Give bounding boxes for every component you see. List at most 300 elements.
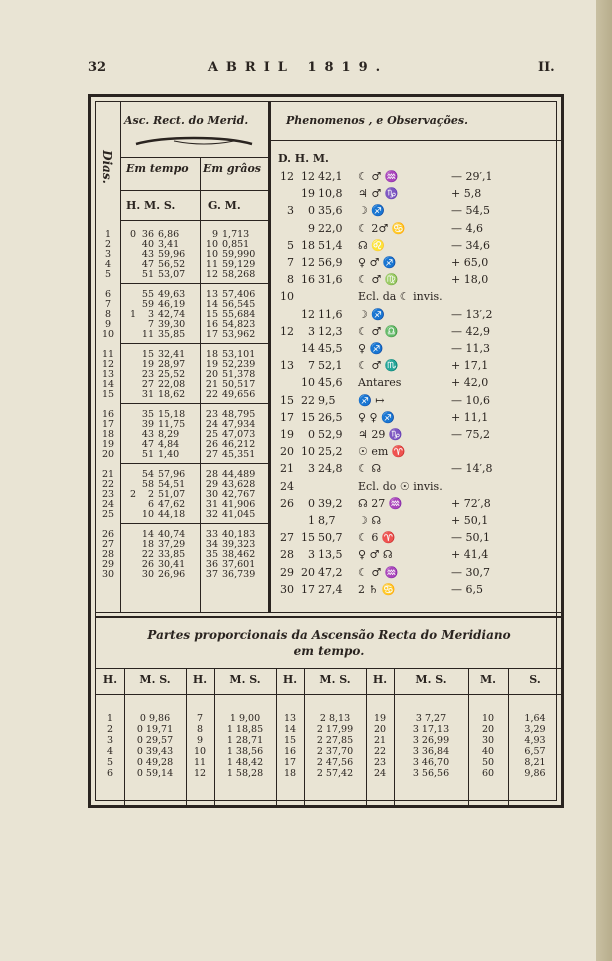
asc-second: 11,75	[158, 419, 186, 430]
phenomena-title: Phenomenos , e Observações.	[286, 114, 468, 127]
phen-value: — 50,1	[451, 531, 490, 545]
ephemeris-frame	[88, 94, 564, 808]
phen-symbols: ☽ ♐	[358, 307, 386, 321]
asc-degree: 13	[205, 289, 218, 300]
phen-minute: 56,9	[318, 256, 343, 269]
asc-degree: 32	[205, 509, 218, 520]
day-number: 29	[101, 559, 115, 570]
prop-header: M. S.	[229, 673, 261, 686]
asc-minute: 58	[141, 479, 154, 490]
asc-degree: 22	[205, 389, 218, 400]
prop-cell: 12	[193, 768, 207, 779]
phen-title-rule	[271, 140, 562, 141]
asc-degree: 23	[205, 409, 218, 420]
asc-degree-minute: 1,713	[222, 229, 250, 240]
prop-cell: 1	[106, 713, 114, 724]
day-number: 16	[101, 409, 115, 420]
day-number: 28	[101, 549, 115, 560]
prop-cell: 2	[106, 724, 114, 735]
asc-minute: 40	[141, 239, 154, 250]
prop-cell: 6,57	[524, 746, 546, 757]
phen-value: — 42,9	[451, 324, 490, 338]
day-number: 11	[101, 349, 115, 360]
asc-degree-minute: 49,656	[222, 389, 256, 400]
phen-symbols: ☾ ♂ ♏	[358, 359, 399, 373]
asc-second: 8,29	[158, 429, 180, 440]
phen-value: — 75,2	[451, 428, 490, 441]
phen-day: 30	[280, 582, 294, 596]
phen-symbols: ☾ ♂ ♎	[358, 324, 399, 338]
phen-day: 21	[280, 462, 294, 476]
asc-hour: 1	[129, 309, 136, 320]
asc-degree-minute: 41,045	[222, 509, 256, 520]
em-tempo-header: Em tempo	[126, 162, 189, 175]
prop-title-line2: em tempo.	[293, 644, 365, 658]
phen-symbols: ☊ 27 ♒	[358, 496, 403, 510]
asc-second: 1,40	[158, 449, 180, 460]
day-number: 2	[104, 239, 112, 250]
phen-symbols: ☽ ♐	[358, 204, 386, 218]
prop-cell: 1,64	[524, 713, 546, 724]
asc-minute: 26	[141, 559, 154, 570]
phen-value: + 72′,8	[451, 496, 491, 510]
day-number: 15	[101, 389, 115, 400]
prop-cell: 1 48,42	[226, 757, 264, 768]
asc-second: 3,41	[158, 239, 180, 250]
asc-second: 51,07	[158, 489, 186, 500]
asc-degree: 28	[205, 469, 218, 480]
prop-cell: 3 56,56	[412, 768, 450, 779]
group-rule	[120, 283, 268, 284]
asc-minute: 55	[141, 289, 154, 300]
prop-cell: 22	[373, 746, 387, 757]
phen-hour: 1	[308, 514, 315, 527]
phen-symbols: ♀ ♀ ♐	[358, 410, 395, 424]
prop-cell: 3	[106, 735, 114, 746]
phen-value: + 11,1	[451, 410, 489, 424]
day-number: 22	[101, 479, 115, 490]
asc-degree: 20	[205, 369, 218, 380]
phen-minute: 25,2	[318, 445, 343, 459]
asc-degree-minute: 53,962	[222, 329, 256, 340]
phen-hour: 16	[301, 273, 315, 287]
day-number: 26	[101, 529, 115, 540]
asc-degree-minute: 41,906	[222, 499, 256, 510]
dias-column-rule	[120, 102, 121, 612]
asc-degree-minute: 51,378	[222, 369, 256, 380]
asc-degree-minute: 58,268	[222, 269, 256, 280]
asc-degree: 24	[205, 419, 218, 430]
phen-value: — 34,6	[451, 238, 490, 252]
phen-hour: 9	[308, 221, 315, 235]
phen-minute: 12,3	[318, 324, 343, 338]
phen-hour: 17	[301, 582, 315, 596]
asc-degree: 21	[205, 379, 218, 390]
phen-day: 13	[280, 359, 294, 373]
asc-degree: 25	[205, 429, 218, 440]
phen-hour: 0	[308, 496, 315, 510]
asc-degree-minute: 39,323	[222, 539, 256, 550]
prop-cell: 6	[106, 768, 114, 779]
asc-degree: 26	[205, 439, 218, 450]
asc-degree-minute: 36,739	[222, 569, 256, 580]
swash-ornament	[134, 134, 254, 148]
asc-degree: 18	[205, 349, 218, 360]
prop-cell: 19	[373, 713, 387, 724]
page-number: 32	[88, 60, 107, 75]
asc-degree: 12	[205, 269, 218, 280]
asc-degree-minute: 54,823	[222, 319, 256, 330]
asc-second: 15,18	[158, 409, 186, 420]
prop-header: M.	[479, 673, 496, 686]
phen-minute: 13,5	[318, 548, 343, 562]
prop-cell: 23	[373, 757, 387, 768]
phen-day: 17	[280, 410, 294, 424]
prop-title-rule	[96, 668, 562, 669]
phen-day: 24	[280, 479, 294, 493]
prop-cell: 0 29,57	[136, 735, 174, 746]
asc-minute: 7	[147, 319, 154, 330]
phen-value: — 29′,1	[451, 170, 493, 183]
asc-second: 57,96	[158, 469, 186, 480]
phen-minute: 8,7	[318, 514, 336, 527]
phen-hour: 18	[301, 238, 315, 252]
phen-symbols: Antares	[358, 376, 402, 390]
prop-cell: 3,29	[524, 724, 546, 735]
phen-symbols: ☾ 2♂ ♋	[358, 221, 406, 235]
asc-degree-minute: 42,767	[222, 489, 256, 500]
asc-minute: 47	[141, 439, 154, 450]
asc-second: 54,51	[158, 479, 186, 490]
prop-cell: 2 37,70	[316, 746, 354, 757]
phen-hour: 7	[308, 359, 315, 373]
prop-cell: 2 27,85	[316, 735, 354, 746]
phen-value: + 17,1	[451, 359, 489, 373]
asc-minute: 18	[141, 539, 154, 550]
day-number: 4	[104, 259, 112, 270]
phen-hour: 22	[301, 393, 315, 407]
asc-minute: 22	[141, 549, 154, 560]
phen-symbols: ☾ 6 ♈	[358, 531, 396, 545]
phen-symbols: Ecl. do ☉ invis.	[358, 479, 443, 493]
phen-hour: 19	[301, 187, 315, 201]
phen-symbols: ☊ ♌	[358, 238, 385, 252]
phen-day: 27	[280, 531, 294, 545]
asc-degree: 29	[205, 479, 218, 490]
phen-hour: 0	[308, 204, 315, 218]
prop-cell: 40	[481, 746, 495, 757]
asc-second: 47,62	[158, 499, 186, 510]
phen-hour: 14	[301, 342, 315, 355]
asc-minute: 43	[141, 249, 154, 260]
asc-second: 39,30	[158, 319, 186, 330]
prop-header: M. S.	[139, 673, 171, 686]
day-number: 17	[101, 419, 115, 430]
phen-symbols: ☾ ♂ ♒	[358, 170, 399, 183]
asc-degree-minute: 48,795	[222, 409, 256, 420]
tempo-units-rule-top	[120, 190, 268, 191]
asc-degree: 19	[205, 359, 218, 370]
day-number: 3	[104, 249, 112, 260]
prop-header: M. S.	[415, 673, 447, 686]
phen-minute: 51,4	[318, 238, 343, 252]
asc-second: 28,97	[158, 359, 186, 370]
asc-second: 40,74	[158, 529, 186, 540]
phen-minute: 27,4	[318, 582, 343, 596]
prop-cell: 30	[481, 735, 495, 746]
prop-cell: 3 26,99	[412, 735, 450, 746]
prop-cell: 18	[283, 768, 297, 779]
prop-title-line1: Partes proporcionais da Ascensão Recta do Meridiano	[147, 628, 511, 642]
phen-minute: 11,6	[318, 307, 343, 321]
prop-header: S.	[529, 673, 541, 686]
phen-day: 15	[280, 393, 294, 407]
prop-cell: 14	[283, 724, 297, 735]
phen-value: + 41,4	[451, 548, 489, 562]
phen-minute: 35,6	[318, 204, 343, 218]
phen-hour: 0	[308, 428, 315, 441]
day-number: 1	[104, 229, 112, 240]
prop-cell: 7	[196, 713, 204, 724]
prop-cell: 1 9,00	[229, 713, 261, 724]
asc-hour: 2	[129, 489, 136, 500]
asc-degree-minute: 44,489	[222, 469, 256, 480]
phen-hour: 15	[301, 531, 315, 545]
asc-subheader-rule	[120, 157, 268, 158]
phen-value: — 14′,8	[451, 462, 493, 476]
asc-hour: 0	[129, 229, 136, 240]
asc-second: 33,85	[158, 549, 186, 560]
asc-degree-minute: 38,462	[222, 549, 256, 560]
asc-degree: 9	[211, 229, 218, 240]
asc-minute: 35	[141, 409, 154, 420]
asc-second: 25,52	[158, 369, 186, 380]
asc-degree: 31	[205, 499, 218, 510]
phen-day: 3	[287, 204, 294, 218]
prop-cell: 0 39,43	[136, 746, 174, 757]
prop-header: H.	[192, 673, 208, 686]
asc-degree-minute: 50,517	[222, 379, 256, 390]
prop-header: H.	[102, 673, 118, 686]
phen-value: + 42,0	[451, 376, 489, 390]
phen-symbols: ♃ ♂ ♑	[358, 187, 399, 201]
phen-minute: 45,5	[318, 342, 343, 355]
phen-hour: 15	[301, 410, 315, 424]
day-number: 12	[101, 359, 115, 370]
phen-value: — 30,7	[451, 565, 490, 579]
phen-symbols: ☉ em ♈	[358, 445, 406, 459]
phen-minute: 31,6	[318, 273, 343, 287]
asc-second: 37,29	[158, 539, 186, 550]
asc-minute: 23	[141, 369, 154, 380]
section-number: II.	[538, 60, 555, 75]
phen-value: + 65,0	[451, 256, 489, 269]
book-spine	[596, 0, 612, 961]
phen-day: 5	[287, 238, 294, 252]
phen-symbols: ☽ ☊	[358, 514, 382, 527]
phen-value: — 13′,2	[451, 307, 493, 321]
asc-degree: 10	[205, 249, 218, 260]
prop-cell: 13	[283, 713, 297, 724]
asc-degree-minute: 55,684	[222, 309, 256, 320]
prop-cell: 3 7,27	[415, 713, 447, 724]
prop-cell: 10	[481, 713, 495, 724]
asc-degree: 35	[205, 549, 218, 560]
phen-value: + 5,8	[451, 187, 482, 201]
phen-hour: 12	[301, 170, 315, 183]
asc-degree-minute: 40,183	[222, 529, 256, 540]
asc-second: 26,96	[158, 569, 186, 580]
asc-degree-minute: 46,212	[222, 439, 256, 450]
asc-degree: 14	[205, 299, 218, 310]
phen-symbols: ♀ ♂ ☊	[358, 548, 393, 562]
phen-minute: 52,9	[318, 428, 343, 441]
day-number: 24	[101, 499, 115, 510]
phen-day: 7	[287, 256, 294, 269]
phen-day: 12	[280, 324, 294, 338]
asc-second: 53,07	[158, 269, 186, 280]
phenomena-units: D. H. M.	[278, 152, 329, 165]
prop-cell: 0 9,86	[139, 713, 171, 724]
asc-second: 22,08	[158, 379, 186, 390]
day-number: 10	[101, 329, 115, 340]
asc-degree-minute: 47,073	[222, 429, 256, 440]
day-number: 13	[101, 369, 115, 380]
asc-degree: 11	[205, 259, 218, 270]
phen-minute: 9,5	[318, 393, 336, 407]
phen-value: + 18,0	[451, 273, 489, 287]
asc-minute: 51	[141, 269, 154, 280]
day-number: 18	[101, 429, 115, 440]
asc-degree-minute: 37,601	[222, 559, 256, 570]
asc-minute: 51	[141, 449, 154, 460]
asc-second: 44,18	[158, 509, 186, 520]
upper-lower-divider	[96, 612, 562, 613]
asc-degree-minute: 0,851	[222, 239, 250, 250]
dias-header: Dias.	[99, 150, 114, 184]
ephemeris-content	[96, 102, 562, 806]
asc-degree: 17	[205, 329, 218, 340]
phen-hour: 12	[301, 256, 315, 269]
asc-phen-divider	[268, 102, 271, 612]
phen-hour: 3	[308, 324, 315, 338]
asc-minute: 47	[141, 259, 154, 270]
phen-symbols: Ecl. da ☾ invis.	[358, 290, 443, 304]
phen-day: 19	[280, 428, 294, 441]
page-title: ABRIL 1819.	[207, 60, 389, 75]
asc-second: 6,86	[158, 229, 180, 240]
phen-day: 12	[280, 170, 294, 183]
prop-cell: 0 19,71	[136, 724, 174, 735]
prop-cell: 24	[373, 768, 387, 779]
phen-symbols: ☾ ♂ ♍	[358, 273, 399, 287]
phen-minute: 10,8	[318, 187, 343, 201]
asc-degree: 33	[205, 529, 218, 540]
asc-rect-header: Asc. Rect. do Merid.	[124, 114, 249, 127]
prop-cell: 16	[283, 746, 297, 757]
prop-cell: 0 59,14	[136, 768, 174, 779]
prop-cell: 15	[283, 735, 297, 746]
asc-second: 56,52	[158, 259, 186, 270]
prop-cell: 20	[373, 724, 387, 735]
phen-hour: 3	[308, 462, 315, 476]
phen-day: 29	[280, 565, 294, 579]
prop-cell: 10	[193, 746, 207, 757]
asc-degree-minute: 57,406	[222, 289, 256, 300]
phen-symbols: 2 ♄ ♋	[358, 582, 396, 596]
prop-cell: 1 18,85	[226, 724, 264, 735]
tempo-graos-rule	[200, 157, 201, 612]
asc-minute: 31	[141, 389, 154, 400]
group-rule	[120, 403, 268, 404]
phen-minute: 22,0	[318, 221, 343, 235]
asc-minute: 43	[141, 429, 154, 440]
phen-day: 28	[280, 548, 294, 562]
asc-degree: 10	[205, 239, 218, 250]
prop-cell: 11	[193, 757, 207, 768]
asc-minute: 27	[141, 379, 154, 390]
prop-header: H.	[282, 673, 298, 686]
asc-second: 35,85	[158, 329, 186, 340]
phen-hour: 20	[301, 565, 315, 579]
prop-cell: 17	[283, 757, 297, 768]
prop-cell: 3 46,70	[412, 757, 450, 768]
phen-value: — 6,5	[451, 582, 483, 596]
asc-degree: 37	[205, 569, 218, 580]
units-tempo: H. M. S.	[126, 199, 176, 212]
asc-minute: 15	[141, 349, 154, 360]
phen-value: — 4,6	[451, 221, 483, 235]
day-number: 23	[101, 489, 115, 500]
asc-degree-minute: 47,934	[222, 419, 256, 430]
phen-minute: 50,7	[318, 531, 343, 545]
phen-minute: 39,2	[318, 496, 343, 510]
phen-symbols: ♐ ↦	[358, 393, 385, 407]
prop-cell: 20	[481, 724, 495, 735]
prop-cell: 1 58,28	[226, 768, 264, 779]
prop-cell: 3 36,84	[412, 746, 450, 757]
prop-cell: 1 28,71	[226, 735, 264, 746]
asc-degree-minute: 56,545	[222, 299, 256, 310]
day-number: 7	[104, 299, 112, 310]
em-graos-header: Em grâos	[203, 162, 261, 175]
prop-cell: 9,86	[524, 768, 546, 779]
phen-hour: 12	[301, 307, 315, 321]
phen-minute: 42,1	[318, 170, 343, 183]
phen-minute: 52,1	[318, 359, 343, 373]
phen-minute: 26,5	[318, 410, 343, 424]
phen-hour: 10	[301, 376, 315, 390]
day-number: 5	[104, 269, 112, 280]
asc-second: 59,96	[158, 249, 186, 260]
phen-symbols: ♀ ♐	[358, 342, 384, 355]
phen-minute: 45,6	[318, 376, 343, 390]
day-number: 19	[101, 439, 115, 450]
asc-second: 46,19	[158, 299, 186, 310]
asc-degree: 27	[205, 449, 218, 460]
day-number: 9	[104, 319, 112, 330]
phen-value: — 10,6	[451, 393, 490, 407]
asc-degree-minute: 53,101	[222, 349, 256, 360]
prop-cell: 4	[106, 746, 114, 757]
asc-degree: 30	[205, 489, 218, 500]
asc-second: 42,74	[158, 309, 186, 320]
asc-second: 49,63	[158, 289, 186, 300]
asc-degree: 16	[205, 319, 218, 330]
prop-header: M. S.	[319, 673, 351, 686]
asc-minute: 30	[141, 569, 154, 580]
asc-degree: 34	[205, 539, 218, 550]
